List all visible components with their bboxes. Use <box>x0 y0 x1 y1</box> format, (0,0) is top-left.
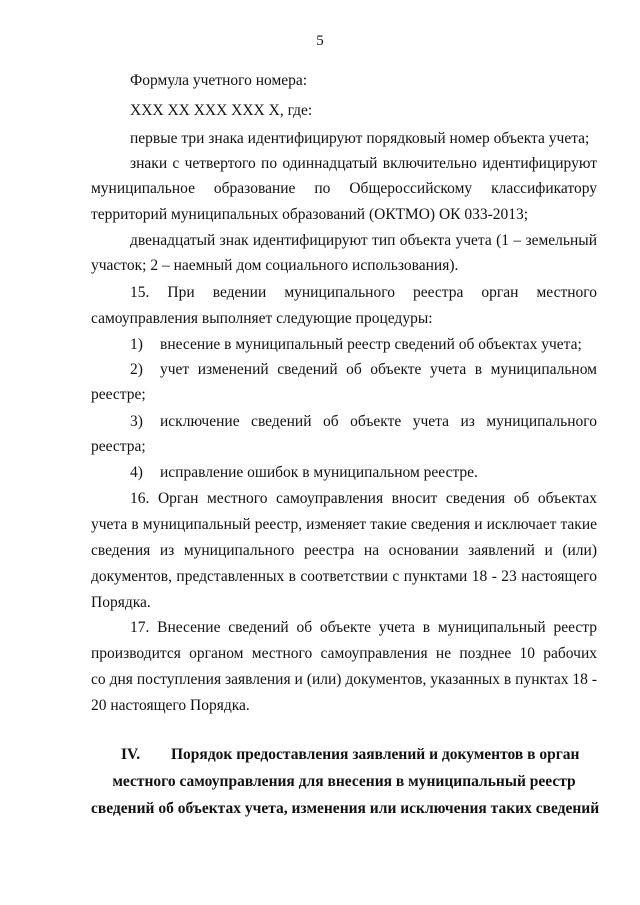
list-number: 4) <box>130 464 143 481</box>
text-line: учета в муниципальный реестр, изменяет такие сведения и исключает такие <box>91 516 597 533</box>
section-numeral: IV. <box>121 746 141 763</box>
list-number: 1) <box>130 336 143 353</box>
list-number: 2) <box>130 361 143 378</box>
list-item-text: внесение в муниципальный реестр сведений об объектах учета; <box>160 336 582 353</box>
list-item-text: исправление ошибок в муниципальном реестре. <box>160 464 478 481</box>
text-line: знаки с четвертого по одиннадцатый включительно идентифицируют <box>130 155 597 172</box>
text-line: 15. При ведении муниципального реестра орган местного <box>130 284 597 301</box>
text-line: Формула учетного номера: <box>130 72 308 89</box>
text-line: двенадцатый знак идентифицируют тип объекта учета (1 – земельный <box>130 232 597 249</box>
text-line: XXX XX XXX XXX X, где: <box>130 102 313 119</box>
text-line: со дня поступления заявления и (или) документов, указанных в пунктах 18 - <box>91 671 597 688</box>
text-line: документов, представленных в соответствии с пунктами 18 - 23 настоящего <box>91 568 597 585</box>
text-line: производится органом местного самоуправления не позднее 10 рабочих <box>91 645 597 662</box>
text-line: 20 настоящего Порядка. <box>91 697 250 714</box>
text-line: территорий муниципальных образований (ОКТМО) ОК 033-2013; <box>91 206 529 223</box>
text-line: сведения из муниципального реестра на основании заявлений и (или) <box>91 542 597 559</box>
text-line: 16. Орган местного самоуправления вносит сведения об объектах <box>130 490 597 507</box>
section-heading-line: местного самоуправления для внесения в муниципальный реестр <box>112 773 576 790</box>
text-line: 17. Внесение сведений об объекте учета в муниципальный реестр <box>130 619 597 636</box>
page-number: 5 <box>316 33 324 49</box>
text-line: участок; 2 – наемный дом социального использования). <box>91 257 459 274</box>
section-heading-line: Порядок предоставления заявлений и документов в орган <box>171 746 580 763</box>
text-line: реестре; <box>91 386 146 403</box>
text-line: самоуправления выполняет следующие процедуры: <box>91 310 433 327</box>
text-line: Порядка. <box>91 594 151 611</box>
list-item-text: учет изменений сведений об объекте учета в муниципальном <box>160 361 597 378</box>
list-number: 3) <box>130 413 143 430</box>
section-heading-line: сведений об объектах учета, изменения или исключения таких сведений <box>91 800 600 817</box>
list-item-text: исключение сведений об объекте учета из муниципального <box>160 413 597 430</box>
text-line: реестра; <box>91 438 146 455</box>
text-line: первые три знака идентифицируют порядковый номер объекта учета; <box>130 130 590 147</box>
text-line: муниципальное образование по Общероссийскому классификатору <box>91 180 597 197</box>
